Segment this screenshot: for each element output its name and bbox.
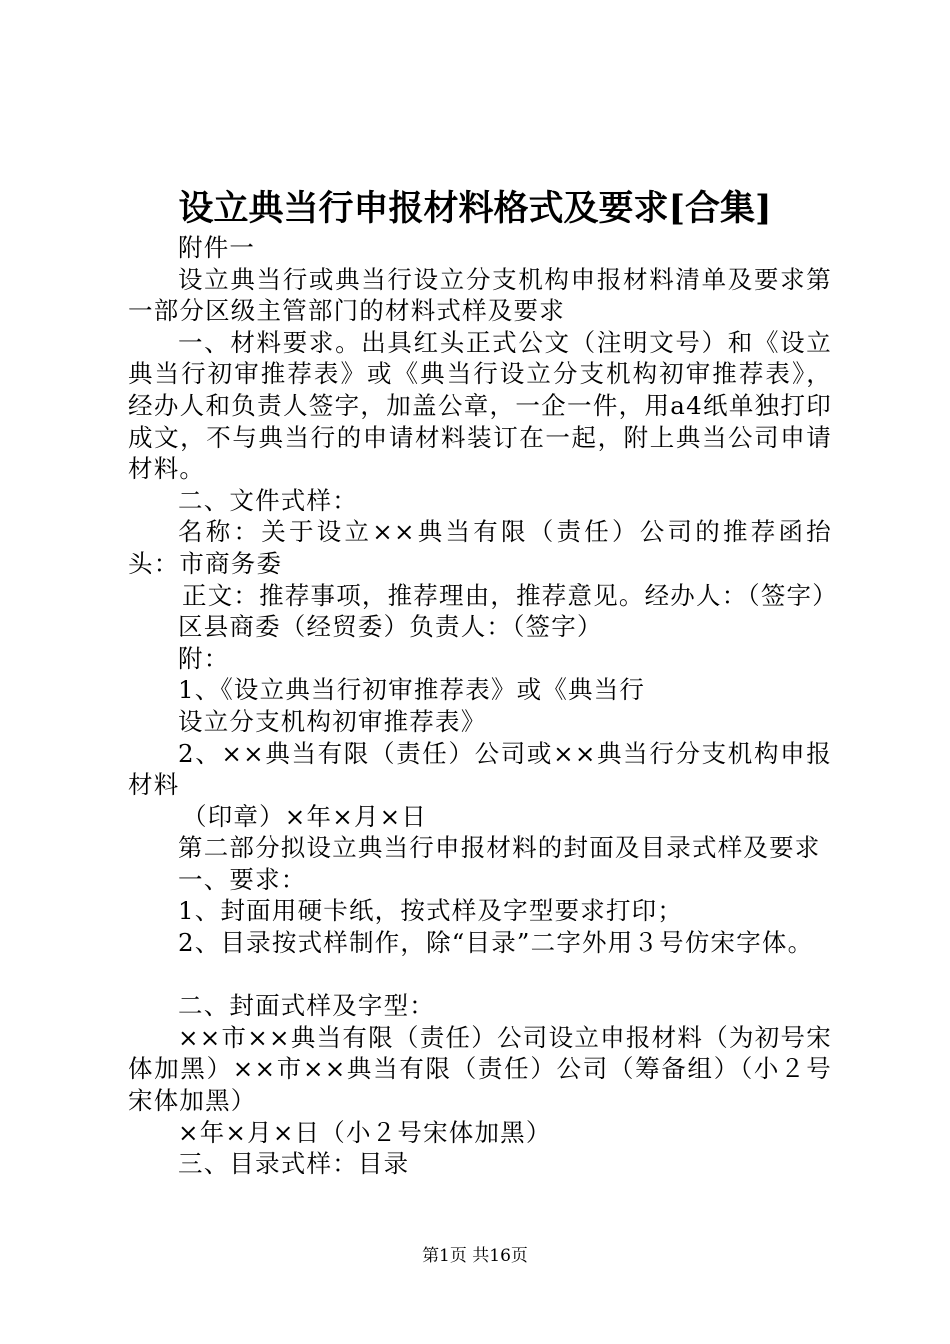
paragraph-cover-format-heading: 二、封面式样及字型： [178,991,435,1021]
paragraph-responsible-person: 区县商委（经贸委）负责人：（签字） [178,612,603,642]
paragraph-requirements-heading: 一、要求： [178,864,307,894]
paragraph-cover-format-detail: ××市××典当有限（责任）公司设立申报材料（为初号宋体加黑）××市××典当有限（责任）公司（筹备组）（小２号宋体加黑） [128,1022,832,1116]
paragraph-part-two-heading: 第二部分拟设立典当行申报材料的封面及目录式样及要求 [178,833,821,863]
paragraph-cover-date: ×年×月×日（小２号宋体加黑） [178,1117,552,1147]
paragraph-document-format-heading: 二、文件式样： [178,485,358,515]
paragraph-name-and-header: 名称：关于设立××典当有限（责任）公司的推荐函抬头：市商务委 [128,517,832,578]
blank-line [128,959,832,991]
paragraph-material-requirements: 一、材料要求。出具红头正式公文（注明文号）和《设立典当行初审推荐表》或《典当行设立分支机构初审推荐表》，经办人和负责人签字，加盖公章，一企一件，用a4纸单独打印成文，不与典当行的申请材料装订在一起，附上典当公司申请材料。 [128,327,832,484]
paragraph-seal-date: （印章）×年×月×日 [182,801,428,831]
document-body [128,232,838,1180]
paragraph-main-text: 正文：推荐事项，推荐理由，推荐意见。经办人：（签字） [182,580,838,610]
paragraph-attachment-label: 附件一 [178,233,256,262]
paragraph-appendix-item-1b: 设立分支机构初审推荐表》 [178,706,487,736]
paragraph-appendix-item-2: 2、××典当有限（责任）公司或××典当行分支机构申报材料 [128,738,832,800]
paragraph-appendix-label: 附： [178,643,230,673]
document-title: 设立典当行申报材料格式及要求[合集] [178,188,772,229]
paragraph-requirement-2: 2、目录按式样制作，除“目录”二字外用３号仿宋字体。 [178,928,814,958]
paragraph-toc-format-heading: 三、目录式样：目录 [178,1149,410,1179]
page-number-footer: 第1页 共16页 [422,1246,528,1266]
paragraph-materials-list-heading: 设立典当行或典当行设立分支机构申报材料清单及要求第一部分区级主管部门的材料式样及要求 [128,264,832,326]
paragraph-requirement-1: 1、封面用硬卡纸，按式样及字型要求打印； [178,896,684,926]
paragraph-appendix-item-1a: 1、《设立典当行初审推荐表》或《典当行 [178,675,646,705]
